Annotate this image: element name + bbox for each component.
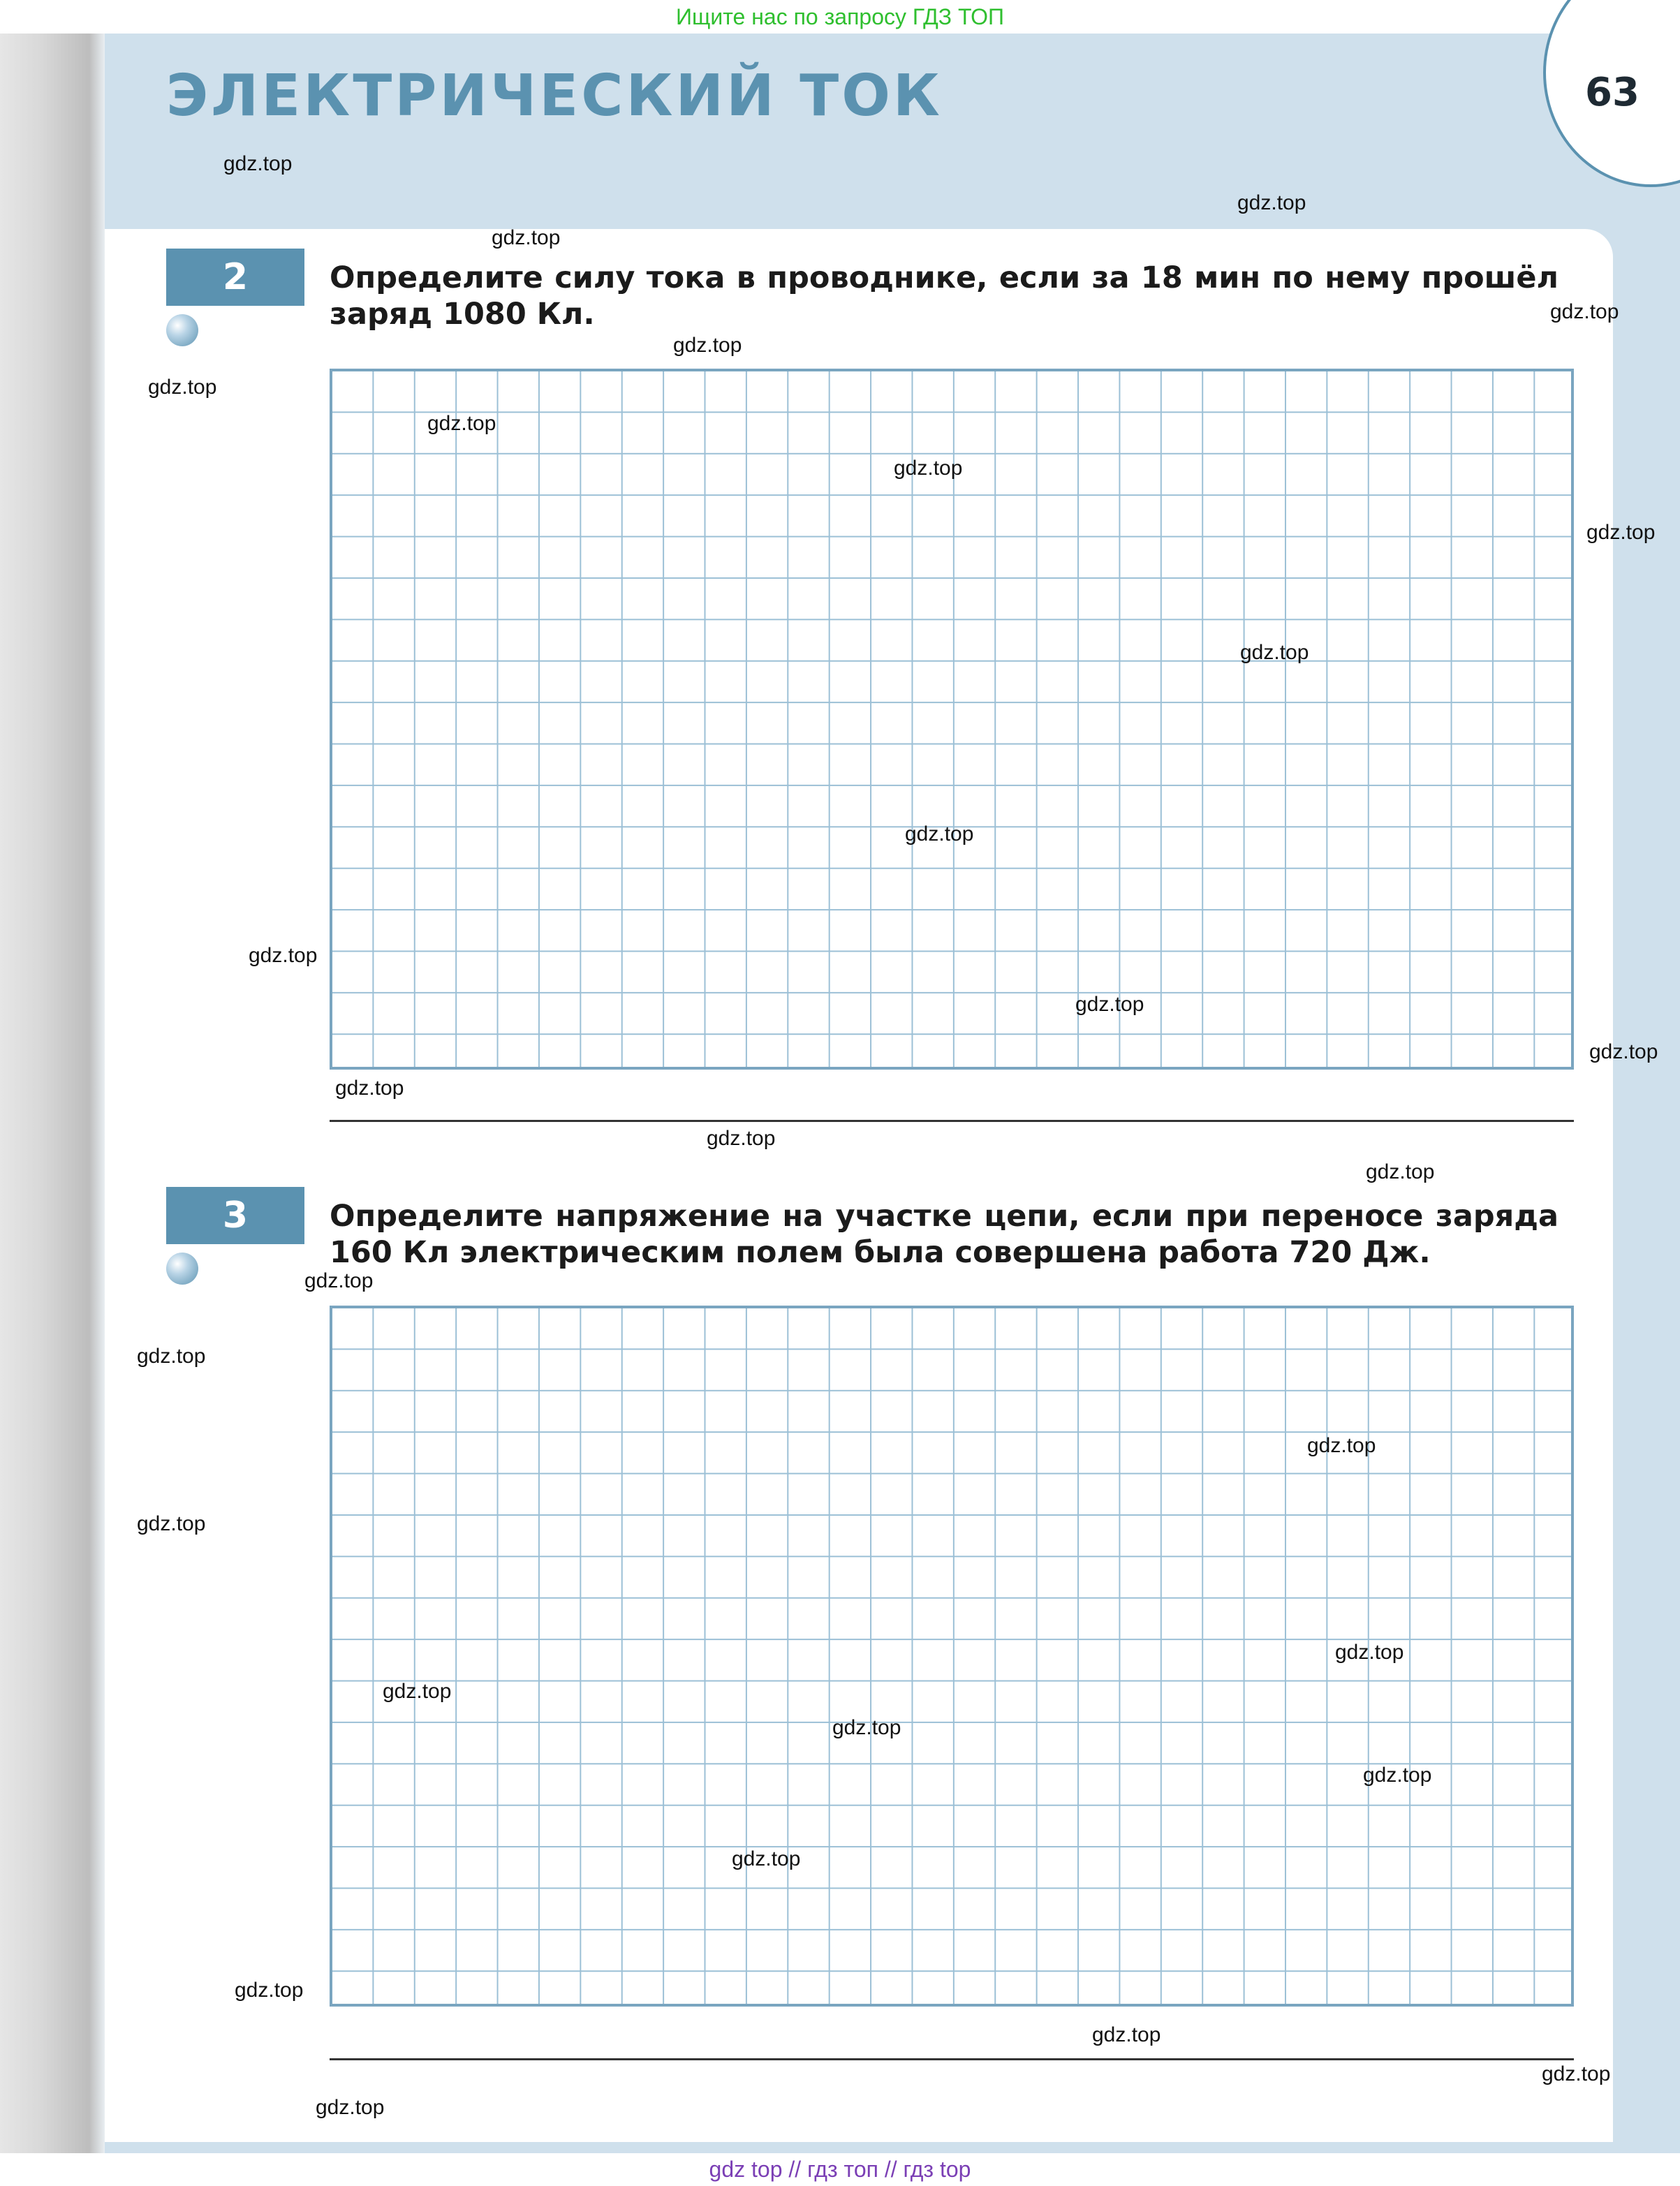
- watermark: gdz.top: [1075, 993, 1144, 1016]
- difficulty-dot-icon: [166, 1253, 198, 1285]
- task-number-badge: 2: [166, 249, 304, 306]
- watermark: gdz.top: [1335, 1641, 1404, 1664]
- page-title: ЭЛЕКТРИЧЕСКИЙ ТОК: [166, 63, 943, 129]
- watermark: gdz.top: [1542, 2062, 1611, 2085]
- task-text: Определите напряжение на участке цепи, если при переносе заряда 160 Кл электрическим полем была совершена работа 720 Дж.: [330, 1199, 1559, 1270]
- watermark: gdz.top: [832, 1716, 901, 1739]
- page-number: 63: [1585, 70, 1640, 115]
- task-number-badge: 3: [166, 1187, 304, 1244]
- difficulty-dot-icon: [166, 314, 198, 346]
- watermark: gdz.top: [316, 2096, 385, 2119]
- watermark: gdz.top: [1237, 191, 1306, 214]
- watermark: gdz.top: [1363, 1764, 1432, 1787]
- watermark: gdz.top: [335, 1077, 404, 1100]
- watermark: gdz.top: [905, 822, 974, 845]
- watermark: gdz.top: [304, 1269, 374, 1292]
- watermark: gdz.top: [492, 226, 561, 249]
- watermark: gdz.top: [235, 1979, 304, 2002]
- answer-line: [330, 2058, 1574, 2060]
- bottom-banner[interactable]: gdz top // гдз топ // гдз top: [0, 2153, 1680, 2186]
- task-text: Определите силу тока в проводнике, если за 18 мин по нему прошёл заряд 1080 Кл.: [330, 260, 1559, 332]
- watermark: gdz.top: [732, 1847, 801, 1870]
- watermark: gdz.top: [894, 457, 963, 480]
- watermark: gdz.top: [137, 1345, 206, 1368]
- book-spine: [0, 34, 105, 2153]
- watermark: gdz.top: [1092, 2023, 1161, 2046]
- answer-line: [330, 1120, 1574, 1122]
- watermark: gdz.top: [1550, 300, 1619, 323]
- watermark: gdz.top: [707, 1127, 776, 1150]
- watermark: gdz.top: [427, 412, 496, 435]
- watermark: gdz.top: [1307, 1434, 1376, 1457]
- watermark: gdz.top: [383, 1680, 452, 1703]
- watermark: gdz.top: [148, 376, 217, 399]
- watermark: gdz.top: [137, 1512, 206, 1535]
- watermark: gdz.top: [249, 944, 318, 967]
- watermark: gdz.top: [1366, 1160, 1435, 1183]
- watermark: gdz.top: [1589, 1040, 1658, 1063]
- top-banner[interactable]: Ищите нас по запросу ГДЗ ТОП: [676, 4, 1004, 29]
- watermark: gdz.top: [223, 152, 293, 175]
- watermark: gdz.top: [1240, 641, 1309, 664]
- watermark: gdz.top: [673, 334, 742, 357]
- watermark: gdz.top: [1586, 521, 1656, 544]
